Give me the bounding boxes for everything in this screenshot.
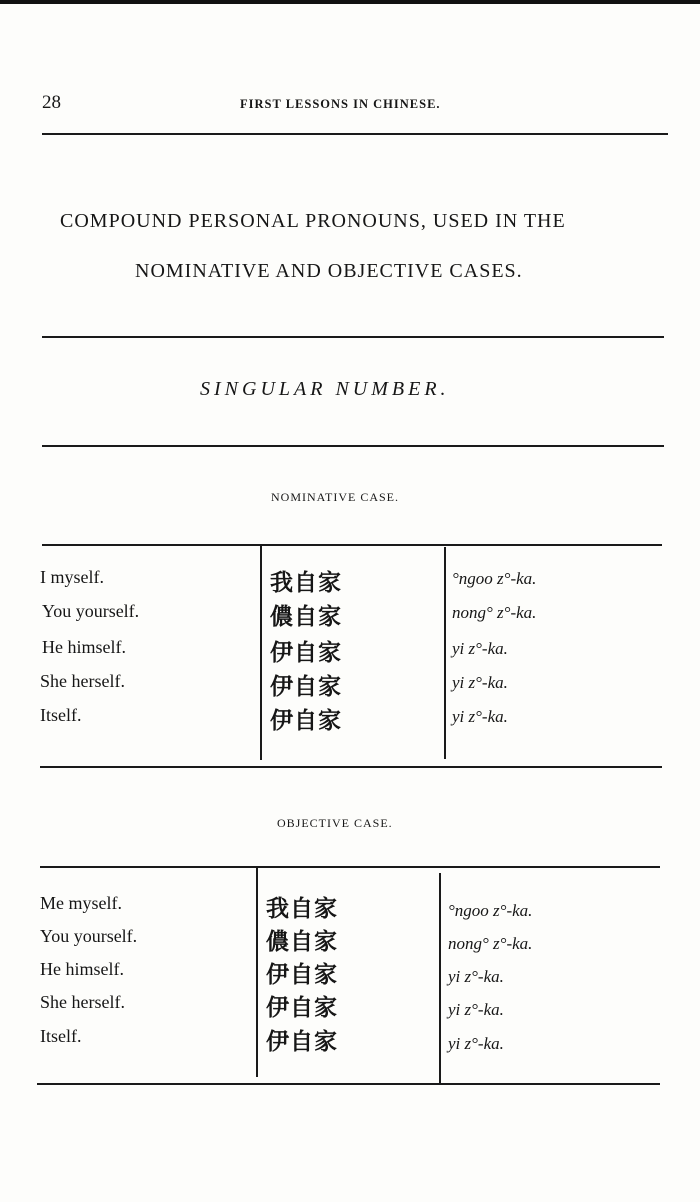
romanization-cell: °ngoo z°-ka. [452,569,537,588]
romanization-cell: yi z°-ka. [448,967,504,986]
english-cell: She herself. [40,671,125,691]
objective-case-heading: OBJECTIVE CASE. [277,816,393,830]
romanization-cell: nong° z°-ka. [452,603,537,622]
nominative-case-heading: NOMINATIVE CASE. [271,490,399,504]
english-cell: Itself. [40,1026,82,1046]
section-title-line-2: NOMINATIVE AND OBJECTIVE CASES. [135,260,523,282]
table-row [0,671,700,704]
header-rule [42,133,668,135]
english-cell: You yourself. [42,601,140,621]
romanization-cell: nong° z°-ka. [448,934,533,953]
title-rule [42,336,664,338]
table-row [0,601,700,634]
romanization-cell: yi z°-ka. [448,1000,504,1019]
chinese-cell: 伊自家 [266,962,338,988]
table-row [0,567,700,600]
english-cell: You yourself. [40,926,138,946]
chinese-cell: 伊自家 [266,995,338,1021]
table-row [0,705,700,738]
chinese-cell: 儂自家 [266,929,338,955]
romanization-cell: yi z°-ka. [452,673,508,692]
romanization-cell: °ngoo z°-ka. [448,901,533,920]
table-row [0,926,700,959]
page-number: 28 [42,92,61,113]
chinese-cell: 我自家 [266,896,338,922]
running-title: FIRST LESSONS IN CHINESE. [240,97,441,111]
romanization-cell: yi z°-ka. [452,707,508,726]
chinese-cell: 伊自家 [266,1029,338,1055]
section-title-line-1: COMPOUND PERSONAL PRONOUNS, USED IN THE [60,210,566,232]
nominative-table-top-rule [42,544,662,546]
romanization-cell: yi z°-ka. [452,639,508,658]
english-cell: Me myself. [40,893,122,913]
table-row [0,637,700,670]
number-rule [42,445,664,447]
english-cell: She herself. [40,992,125,1012]
chinese-cell: 伊自家 [270,674,342,700]
table-row [0,959,700,992]
chinese-cell: 我自家 [270,570,342,596]
chinese-cell: 儂自家 [270,604,342,630]
table-row [0,992,700,1025]
table-row [0,893,700,926]
english-cell: I myself. [40,567,104,587]
chinese-cell: 伊自家 [270,640,342,666]
english-cell: He himself. [42,637,126,657]
nominative-table-bottom-rule [40,766,662,768]
chinese-cell: 伊自家 [270,708,342,734]
objective-table-bottom-rule [37,1083,660,1085]
objective-table-top-rule [40,866,660,868]
top-edge-bar [0,0,700,4]
romanization-cell: yi z°-ka. [448,1034,504,1053]
english-cell: He himself. [40,959,124,979]
number-heading: SINGULAR NUMBER. [200,378,450,400]
english-cell: Itself. [40,705,82,725]
table-row [0,1026,700,1059]
